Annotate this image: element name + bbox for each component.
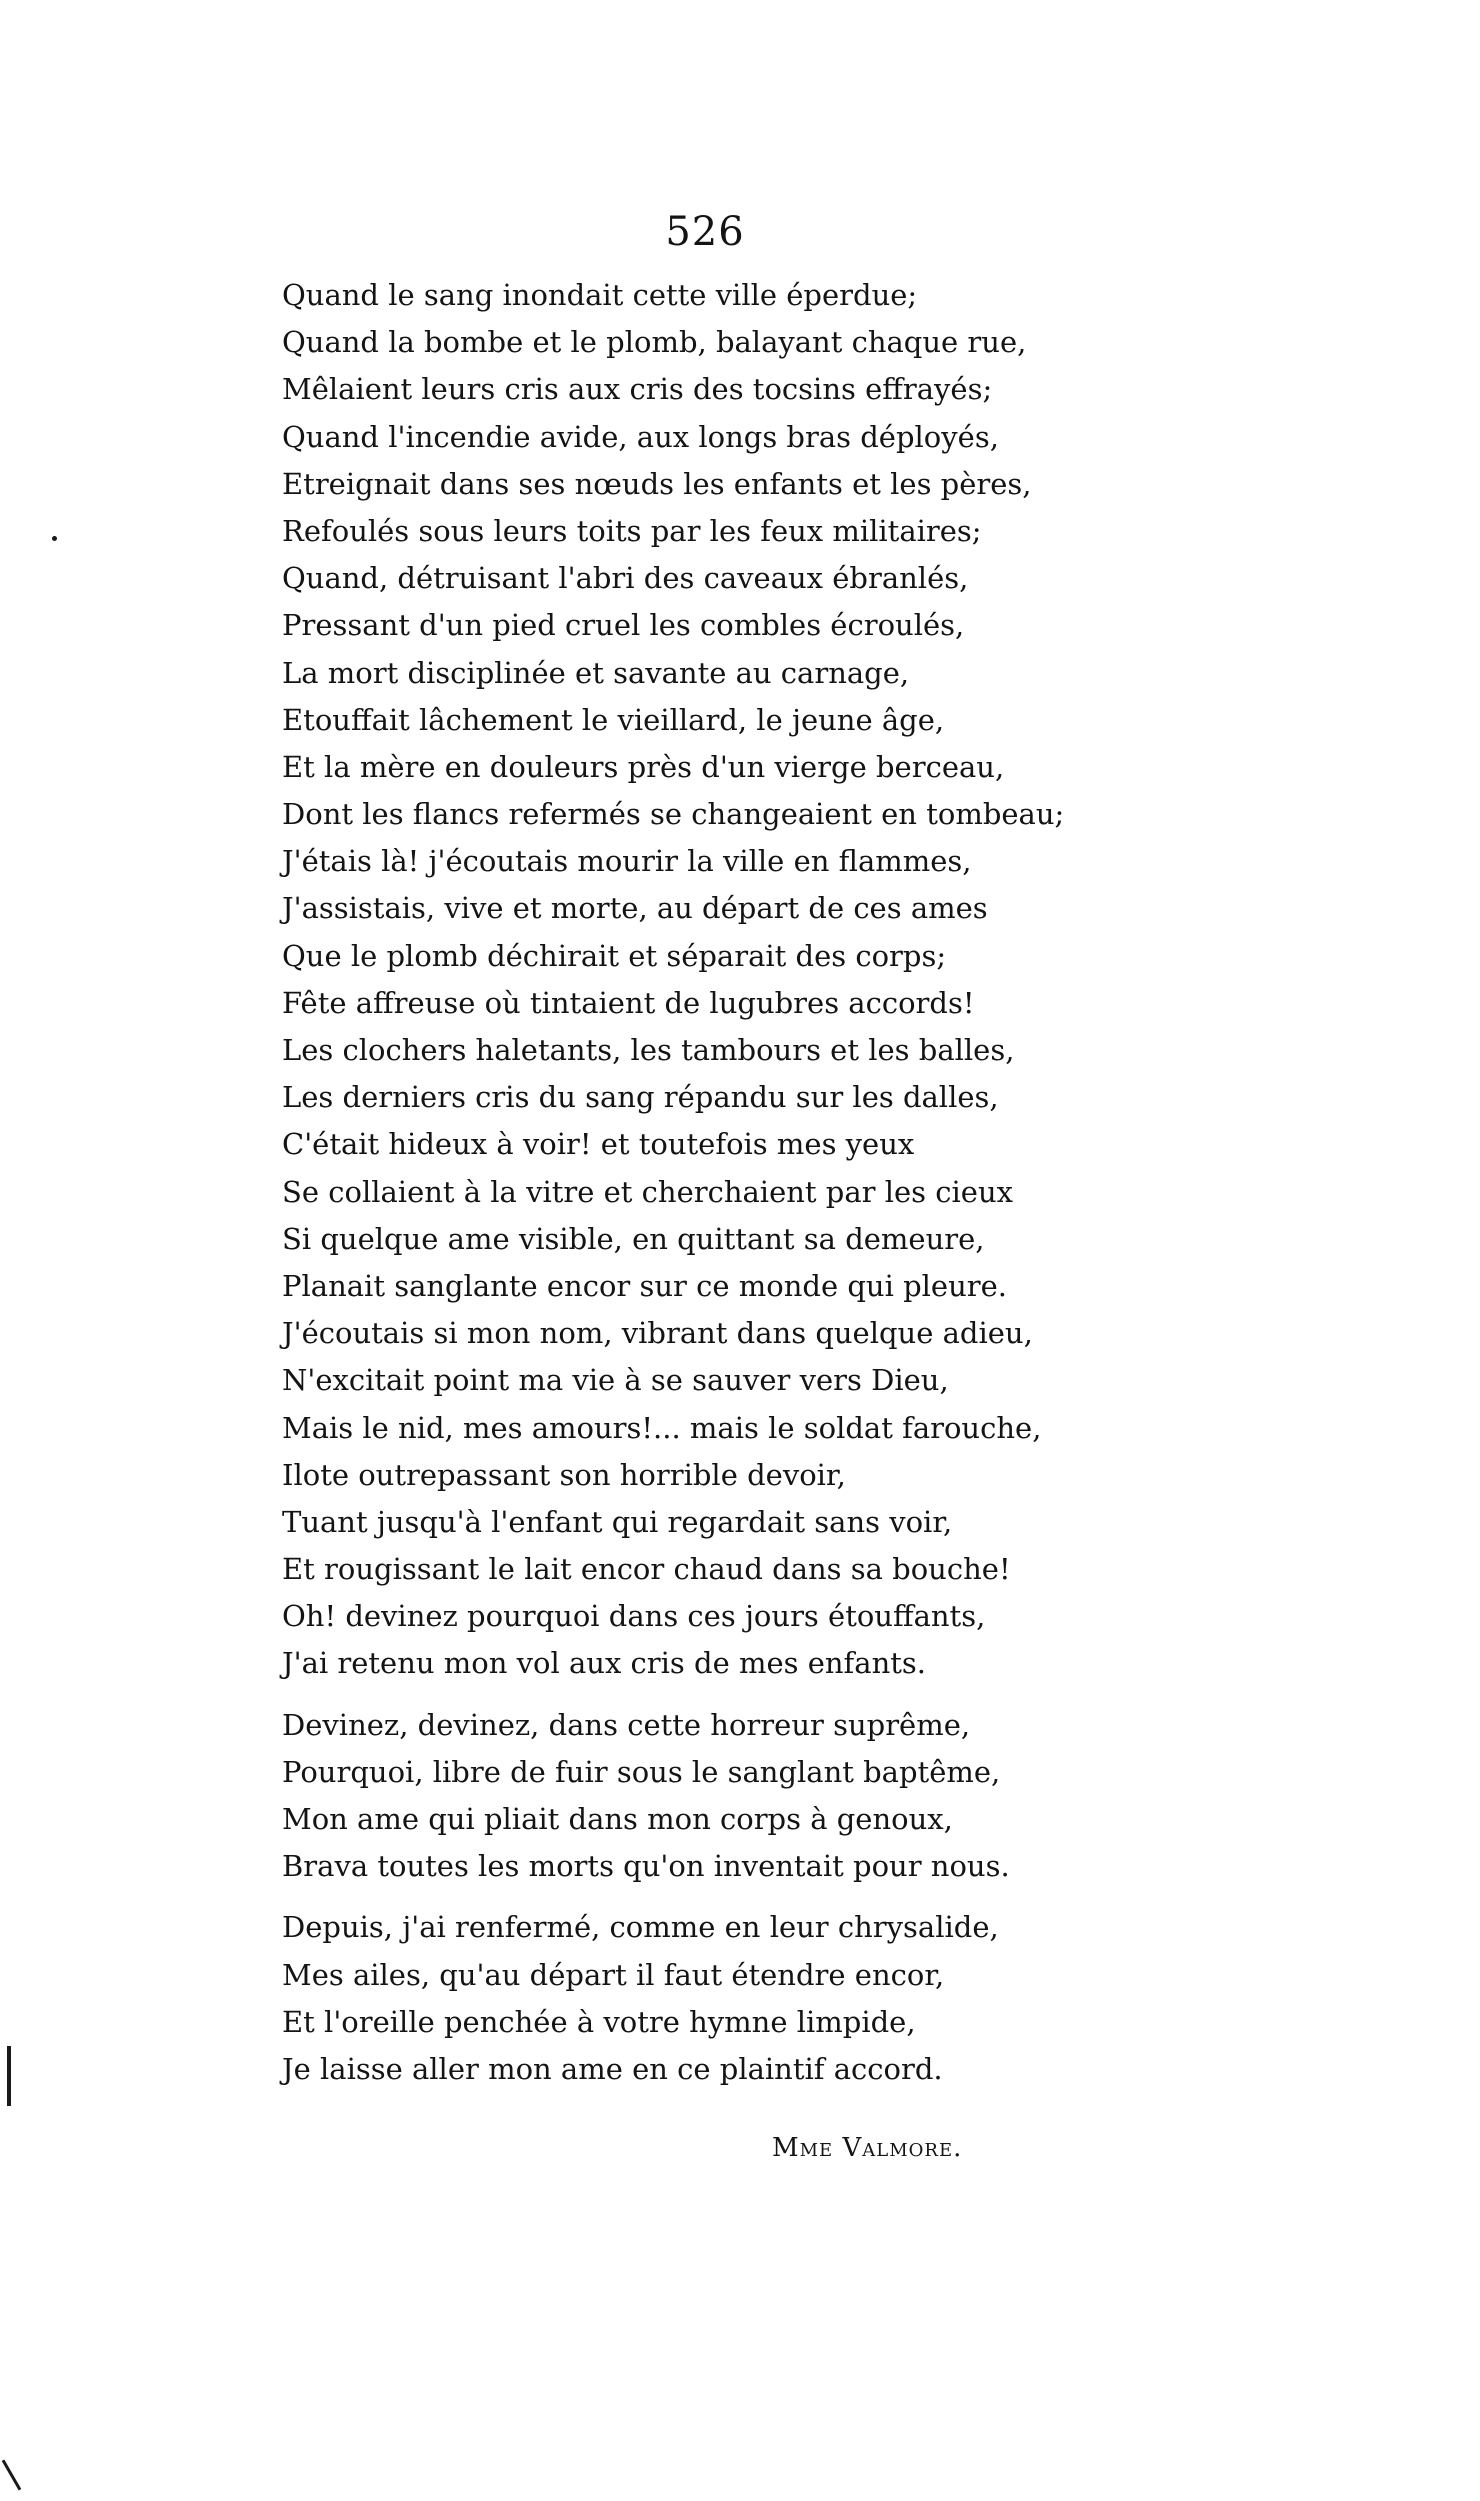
verse-line: J'étais là! j'écoutais mourir la ville en flammes, [282,844,972,879]
verse-line: Pourquoi, libre de fuir sous le sanglant baptême, [282,1754,1001,1789]
poem [282,272,1065,2093]
verse-line: J'ai retenu mon vol aux cris de mes enfants. [282,1646,927,1681]
scan-mark-dot [52,536,57,541]
scan-mark-left-bar [7,2046,11,2106]
verse-line: Mes ailes, qu'au départ il faut étendre encor, [282,1957,945,1992]
verse-line: Planait sanglante encor sur ce monde qui pleure. [282,1268,1007,1303]
verse-line: Les derniers cris du sang répandu sur les dalles, [282,1080,999,1115]
verse-line: Mais le nid, mes amours!... mais le soldat farouche, [282,1410,1042,1445]
verse-line: Depuis, j'ai renfermé, comme en leur chrysalide, [282,1910,999,1945]
verse-line: Si quelque ame visible, en quittant sa demeure, [282,1221,985,1256]
stanza-break [282,1890,1042,1904]
verse-line: Quand le sang inondait cette ville éperdue; [282,278,918,312]
verse-line: Pressant d'un pied cruel les combles écroulés, [282,608,965,643]
stanza-break [282,1688,1042,1702]
stanza-1 [282,272,1065,1688]
verse-line: Devinez, devinez, dans cette horreur suprême, [282,1707,971,1742]
verse-line: Oh! devinez pourquoi dans ces jours étouffants, [282,1599,986,1634]
verse-line: Brava toutes les morts qu'on inventait pour nous. [282,1849,1010,1884]
verse-line: Et la mère en douleurs près d'un vierge berceau, [282,749,1005,784]
verse-line: Mon ame qui pliait dans mon corps à genoux, [282,1802,953,1836]
signature-name: Valmore. [842,2133,963,2163]
verse-line: Quand, détruisant l'abri des caveaux ébranlés, [282,561,969,596]
verse-line: Et l'oreille penchée à votre hymne limpide, [282,2004,916,2039]
verse-line: Ilote outrepassant son horrible devoir, [282,1457,846,1492]
verse-line: Mêlaient leurs cris aux cris des tocsins effrayés; [282,372,993,407]
verse-line: J'écoutais si mon nom, vibrant dans quelque adieu, [282,1316,1033,1351]
stanza-3 [282,1904,1042,2093]
verse-line: Etouffait lâchement le vieillard, le jeune âge, [282,702,945,737]
verse-line: Quand la bombe et le plomb, balayant chaque rue, [282,325,1027,360]
page-number: 526 [665,209,745,255]
verse-line: Se collaient à la vitre et cherchaient par les cieux [282,1174,1013,1209]
verse-line: Fête affreuse où tintaient de lugubres accords! [282,985,975,1020]
verse-line: Quand l'incendie avide, aux longs bras déployés, [282,419,999,454]
verse-line: Que le plomb déchirait et séparait des corps; [282,938,947,973]
verse-line: Refoulés sous leurs toits par les feux militaires; [282,513,982,548]
signature-title: Mme [772,2133,834,2163]
verse-line: Tuant jusqu'à l'enfant qui regardait sans voir, [282,1504,953,1539]
author-signature [772,2128,962,2168]
verse-line: La mort disciplinée et savante au carnage, [282,655,910,690]
verse-line: J'assistais, vive et morte, au départ de ces ames [282,891,988,926]
verse-line: Dont les flancs refermés se changeaient en tombeau; [282,797,1065,832]
verse-line: N'excitait point ma vie à se sauver vers Dieu, [282,1363,949,1398]
verse-line: Je laisse aller mon ame en ce plaintif accord. [282,2051,943,2086]
verse-line: C'était hideux à voir! et toutefois mes yeux [282,1127,915,1162]
verse-line: Les clochers haletants, les tambours et les balles, [282,1033,1015,1067]
stanza-2 [282,1702,1042,1891]
verse-line: Et rougissant le lait encor chaud dans sa bouche! [282,1552,1011,1587]
verse-line: Etreignait dans ses nœuds les enfants et les pères, [282,466,1032,501]
scan-mark-corner [2,2460,22,2491]
